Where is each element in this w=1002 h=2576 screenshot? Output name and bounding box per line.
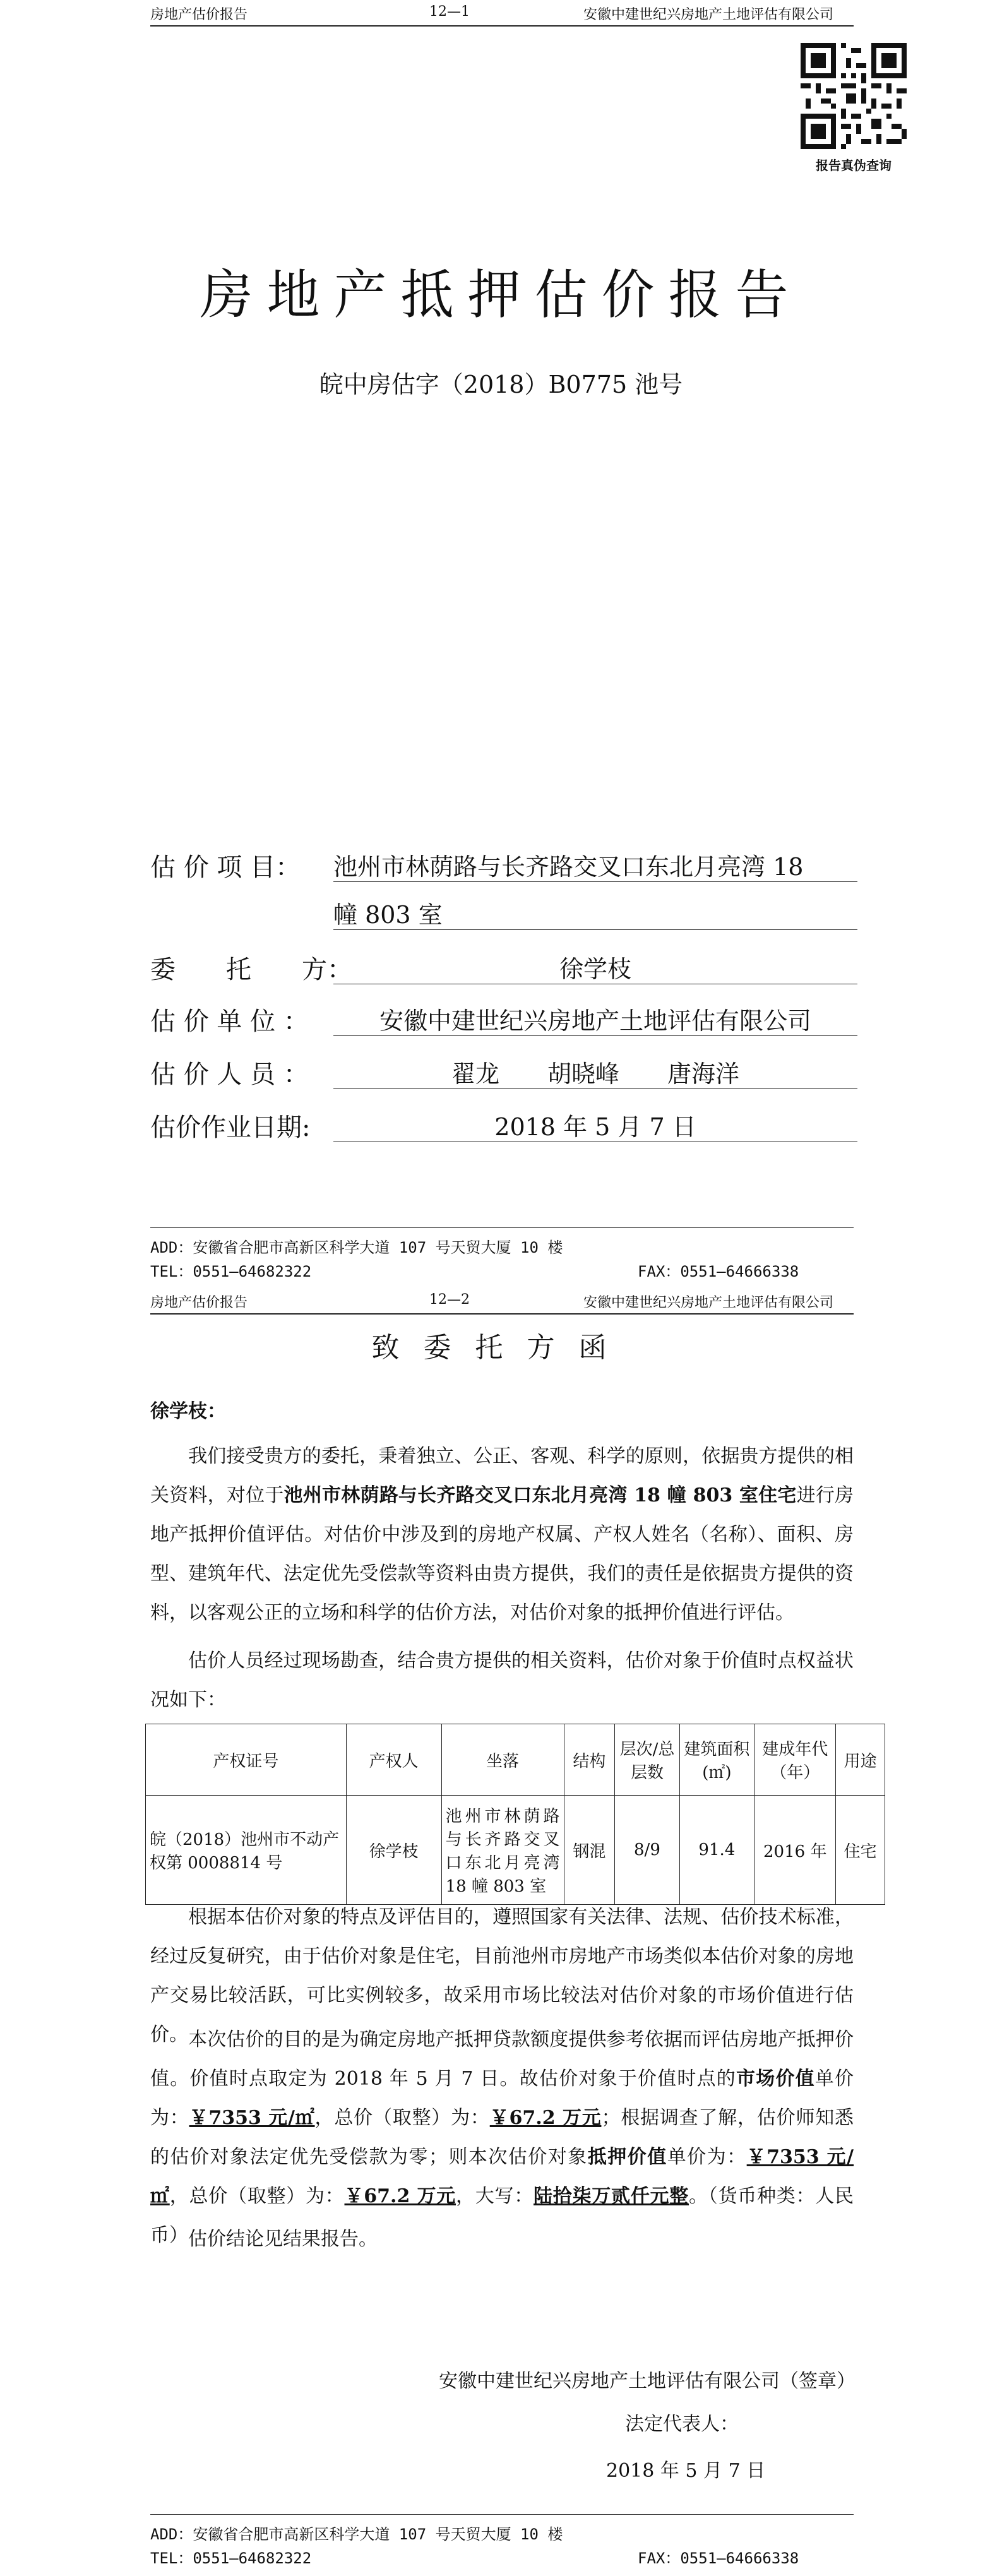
mortgage-unit-price: ￥7353 元/㎡ — [150, 2146, 854, 2207]
work-date-label: 估价作业日期: — [150, 1113, 311, 1142]
paragraph-4-m: ，大写： — [456, 2185, 534, 2207]
paragraph-4-e: ，总价（取整）为： — [314, 2107, 490, 2129]
paragraph-2 — [150, 1642, 854, 1720]
table-header-cell: 结构 — [564, 1724, 615, 1796]
property-table — [145, 1724, 885, 1905]
page2-header-rule — [150, 1313, 854, 1315]
market-total-price: ￥67.2 万元 — [489, 2107, 602, 2129]
qr-code-icon — [801, 43, 907, 149]
paragraph-4-i: 单价为： — [667, 2146, 747, 2168]
table-header-cell: 建成年代（年） — [754, 1724, 836, 1796]
project-value-line1: 池州市林荫路与长齐路交叉口东北月亮湾 18 — [333, 853, 804, 881]
table-cell: 皖（2018）池州市不动产权第 0008814 号 — [146, 1796, 347, 1905]
page1-footer-tel: TEL：0551—64682322 — [150, 1263, 312, 1280]
table-cell: 8/9 — [615, 1796, 679, 1905]
table-cell: 池州市林荫路与长齐路交叉口东北月亮湾 18 幢 803 室 — [441, 1796, 564, 1905]
paragraph-4-a: 本次估价的目的是为确定房地产抵押贷款额度提供参考依据而评估房地产抵押价值。价值时点取定为 2018 年 5 月 7 日。故估价对象于价值时点的 — [150, 2029, 854, 2090]
letter-salutation: 徐学枝： — [150, 1400, 226, 1422]
qr-caption: 报告真伪查询 — [816, 158, 892, 173]
table-cell: 住宅 — [836, 1796, 885, 1905]
paragraph-4-o: 。（货币种类：人民币） — [150, 2185, 854, 2246]
paragraph-1-c: 进行房地产抵押价值评估。对估价中涉及到的房地产权属、产权人姓名（名称）、面积、房型、建筑年代、法定优先受偿款等资料由贵方提供，我们的责任是依据贵方提供的资料，以客观公正的立场和科学的估价方法，对估价对象的抵押价值进行评估。 — [150, 1484, 854, 1624]
paragraph-4-k: ，总价（取整）为： — [169, 2185, 345, 2207]
document-number: 皖中房估字（2018）B0775 池号 — [319, 371, 683, 398]
mortgage-value-label: 抵押价值 — [587, 2146, 667, 2168]
table-header-cell: 用途 — [836, 1724, 885, 1796]
page1-footer-address: ADD：安徽省合肥市高新区科学大道 107 号天贸大厦 10 楼 — [150, 1239, 563, 1256]
table-header-cell: 产权人 — [346, 1724, 441, 1796]
table-cell: 91.4 — [679, 1796, 754, 1905]
page2-header-right: 安徽中建世纪兴房地产土地评估有限公司 — [583, 1295, 834, 1311]
table-header-cell: 层次/总层数 — [615, 1724, 679, 1796]
client-label: 委 托 方： — [150, 955, 352, 984]
mortgage-total-price: ￥67.2 万元 — [344, 2185, 456, 2207]
table-header-cell: 产权证号 — [146, 1724, 347, 1796]
page1-header-right: 安徽中建世纪兴房地产土地评估有限公司 — [583, 7, 834, 23]
market-unit-price: ￥7353 元/㎡ — [189, 2107, 315, 2129]
page1-header-rule — [150, 25, 854, 27]
page2-footer-fax: FAX：0551—64666338 — [638, 2549, 799, 2567]
paragraph-4-c: 单价为： — [150, 2068, 854, 2129]
page1-footer-fax: FAX：0551—64666338 — [638, 1263, 799, 1280]
project-value-line2: 幢 803 室 — [333, 901, 443, 929]
legal-representative-label: 法定代表人： — [625, 2413, 739, 2435]
signature-company: 安徽中建世纪兴房地产土地评估有限公司（签章） — [439, 2370, 856, 2392]
report-title: 房地产抵押估价报告 — [200, 264, 802, 326]
appraisers-underline — [333, 1088, 857, 1089]
project-label: 估 价 项 目： — [150, 853, 301, 882]
client-value: 徐学枝 — [559, 955, 631, 983]
property-address-bold: 池州市林荫路与长齐路交叉口东北月亮湾 18 幢 803 室住宅 — [283, 1484, 797, 1506]
project-underline-2 — [333, 929, 857, 930]
page2-footer-tel: TEL：0551—64682322 — [150, 2549, 312, 2567]
paragraph-4-g: ；根据调查了解，估价师知悉的估价对象法定优先受偿款为零；则本次估价对象 — [150, 2107, 854, 2168]
paragraph-1-a: 我们接受贵方的委托，秉着独立、公正、客观、科学的原则，依据贵方提供的相关资料，对位于 — [150, 1445, 854, 1506]
paragraph-5-text: 估价结论见结果报告。 — [188, 2228, 378, 2250]
page2-footer-address: ADD：安徽省合肥市高新区科学大道 107 号天贸大厦 10 楼 — [150, 2525, 563, 2543]
appraisers-label: 估 价 人 员 ： — [150, 1060, 309, 1089]
page1-header-page-number: 12—1 — [429, 4, 470, 20]
page2-footer-rule — [150, 2514, 854, 2515]
letter-title: 致委托方函 — [371, 1332, 631, 1364]
page1-header-left: 房地产估价报告 — [150, 7, 248, 23]
signature-date: 2018 年 5 月 7 日 — [606, 2460, 766, 2482]
appraisers-value: 翟龙 胡晓峰 唐海洋 — [451, 1060, 739, 1088]
table-cell: 徐学枝 — [346, 1796, 441, 1905]
appraisal-unit-value: 安徽中建世纪兴房地产土地评估有限公司 — [379, 1007, 811, 1035]
page1-footer-rule — [150, 1227, 854, 1228]
market-value-label: 市场价值 — [736, 2068, 815, 2090]
paragraph-1 — [150, 1437, 854, 1633]
paragraph-2-text: 估价人员经过现场勘查，结合贵方提供的相关资料，估价对象于价值时点权益状况如下： — [150, 1650, 854, 1711]
project-underline-1 — [333, 881, 857, 882]
appraisal-unit-underline — [333, 1035, 857, 1036]
table-cell: 钢混 — [564, 1796, 615, 1905]
appraisal-unit-label: 估 价 单 位 ： — [150, 1007, 309, 1036]
paragraph-5 — [150, 2220, 854, 2259]
page2-header-left: 房地产估价报告 — [150, 1295, 248, 1311]
table-row — [146, 1796, 885, 1905]
page2-header-page-number: 12—2 — [429, 1292, 470, 1308]
table-header-row — [146, 1724, 885, 1796]
table-header-cell: 坐落 — [441, 1724, 564, 1796]
work-date-value: 2018 年 5 月 7 日 — [494, 1113, 696, 1141]
amount-in-words: 陆拾柒万贰仟元整 — [534, 2185, 689, 2207]
table-cell: 2016 年 — [754, 1796, 836, 1905]
table-header-cell: 建筑面积(㎡) — [679, 1724, 754, 1796]
paragraph-3-text: 根据本估价对象的特点及评估目的，遵照国家有关法律、法规、估价技术标准，经过反复研究，由于估价对象是住宅，目前池州市房地产市场类似本估价对象的房地产交易比较活跃，可比实例较多，故采用市场比较法对估价对象的市场价值进行估价。 — [150, 1906, 854, 2046]
